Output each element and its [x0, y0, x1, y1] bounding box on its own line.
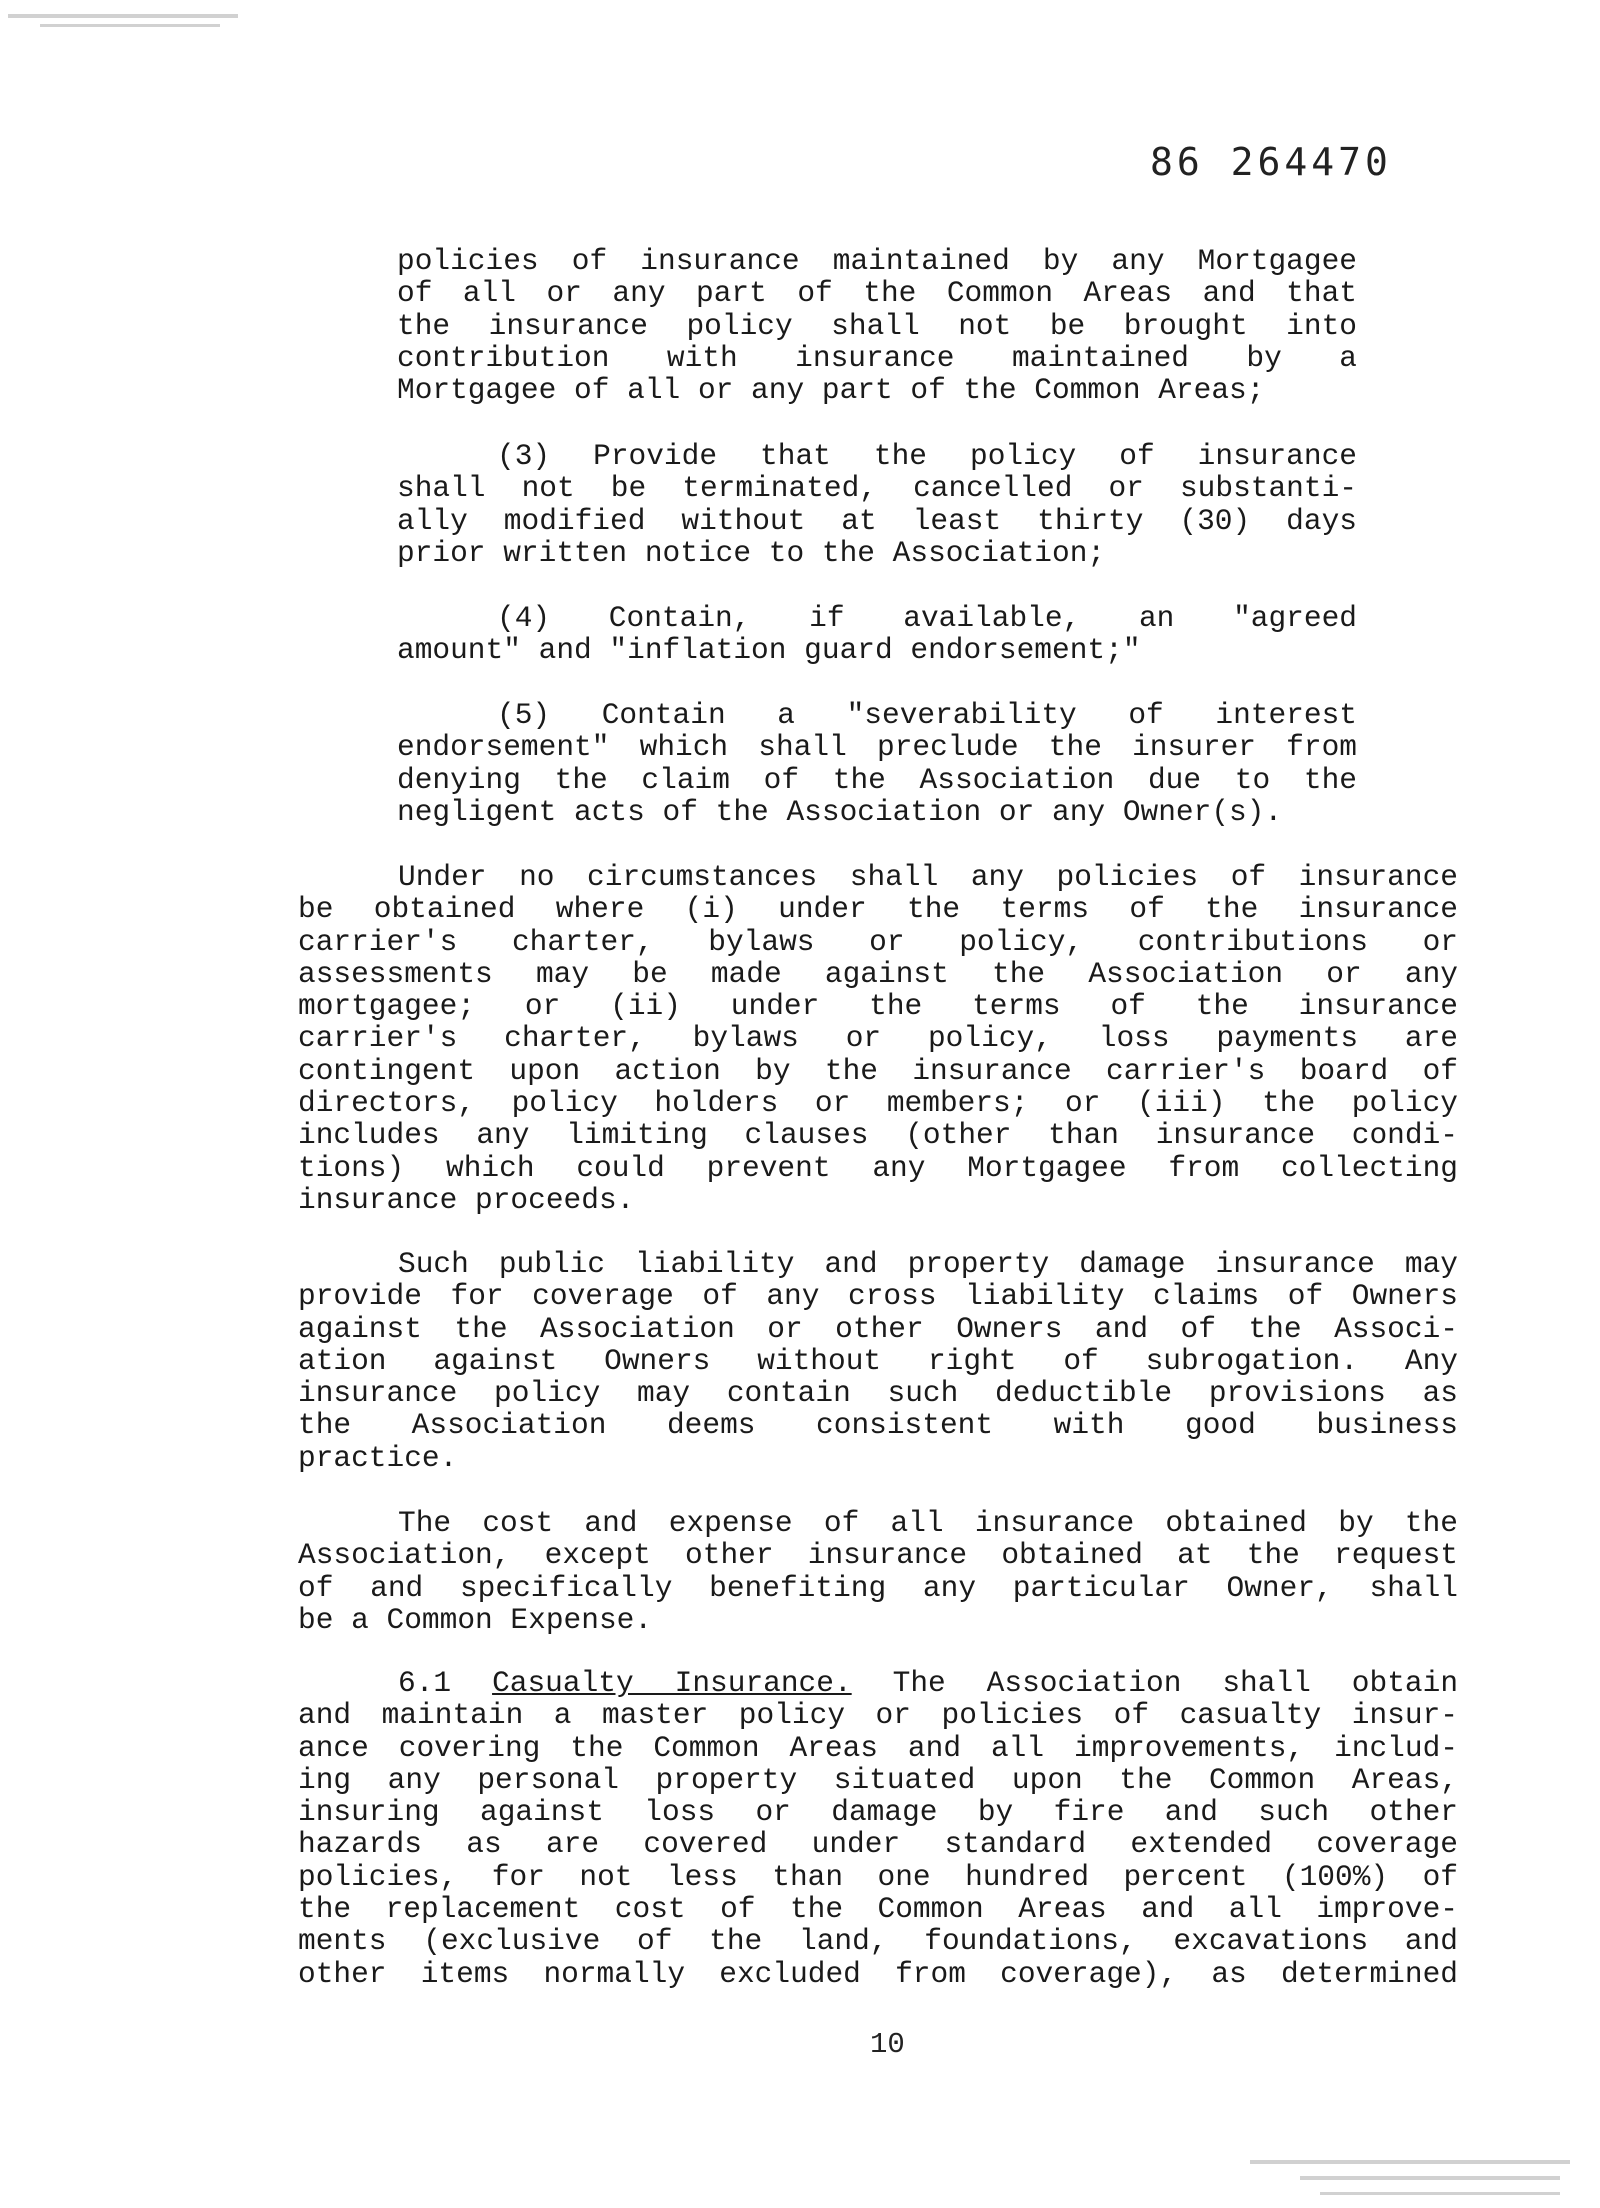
text-line: policies of insurance maintained by any Mortgagee — [397, 244, 1357, 278]
text-line: tions) which could prevent any Mortgagee from collecting — [298, 1150, 1458, 1185]
page-number: 10 — [870, 2028, 905, 2061]
paragraph-item-3 — [397, 440, 1357, 569]
text-line: hazards as are covered under standard extended coverage — [298, 1827, 1458, 1862]
scan-artifact-top-left-2 — [40, 24, 220, 27]
text-line: the insurance policy shall not be brought into — [397, 308, 1357, 343]
text-line: of and specifically benefiting any particular Owner, shall — [298, 1570, 1458, 1605]
section-heading-line — [298, 1667, 1458, 1699]
text-line: the replacement cost of the Common Areas and all improve- — [298, 1892, 1458, 1927]
text-line: of all or any part of the Common Areas and that — [397, 276, 1357, 311]
text-line: (5) Contain a "severability of interest — [497, 698, 1357, 732]
text-line: (4) Contain, if available, an "agreed — [497, 601, 1357, 635]
text-line: insuring against loss or damage by fire and such other — [298, 1795, 1458, 1830]
text-line: insurance policy may contain such deductible provisions as — [298, 1376, 1458, 1411]
text-line: (3) Provide that the policy of insurance — [497, 439, 1357, 473]
scan-artifact-bottom-right-3 — [1320, 2192, 1560, 2195]
section-6-1-casualty-insurance — [298, 1667, 1458, 1990]
text-line: amount" and "inflation guard endorsement;" — [397, 633, 1141, 668]
text-line: practice. — [298, 1440, 458, 1475]
text-line: ing any personal property situated upon the Common Areas, — [298, 1762, 1458, 1797]
document-number: 86 264470 — [1150, 140, 1392, 184]
section-heading: Casualty Insurance. — [492, 1666, 852, 1700]
section-first-line-rest: The Association shall obtain — [892, 1666, 1459, 1700]
text-line: be a Common Expense. — [298, 1602, 653, 1637]
text-line: contribution with insurance maintained by a — [397, 340, 1357, 375]
text-line: prior written notice to the Association; — [397, 535, 1106, 570]
text-line: mortgagee; or (ii) under the terms of the insurance — [298, 989, 1458, 1024]
text-line: policies, for not less than one hundred percent (100%) of — [298, 1859, 1458, 1894]
text-line: against the Association or other Owners and of the Associ- — [298, 1311, 1458, 1346]
paragraph-item-5 — [397, 699, 1357, 828]
text-line: shall not be terminated, cancelled or substanti- — [397, 471, 1357, 506]
scan-artifact-top-left — [8, 14, 238, 18]
scan-artifact-bottom-right-2 — [1300, 2176, 1560, 2180]
text-line: Such public liability and property damage insurance may — [398, 1247, 1458, 1281]
text-line: assessments may be made against the Association or any — [298, 956, 1458, 991]
text-line: provide for coverage of any cross liability claims of Owners — [298, 1279, 1458, 1314]
text-line: Association, except other insurance obtained at the request — [298, 1538, 1458, 1573]
text-line: Mortgagee of all or any part of the Common Areas; — [397, 373, 1265, 408]
section-number: 6.1 — [398, 1666, 452, 1700]
text-line: ance covering the Common Areas and all improvements, includ- — [298, 1730, 1458, 1765]
scan-artifact-bottom-right — [1250, 2160, 1570, 2164]
text-line: negligent acts of the Association or any Owner(s). — [397, 794, 1283, 829]
text-line: Under no circumstances shall any policies of insurance — [398, 860, 1458, 894]
text-line: ally modified without at least thirty (30) days — [397, 503, 1357, 538]
paragraph-policies-continuation — [397, 245, 1357, 406]
text-line: insurance proceeds. — [298, 1182, 635, 1217]
paragraph-item-4 — [397, 602, 1357, 667]
text-line: denying the claim of the Association due to the — [397, 762, 1357, 797]
paragraph-cost-and-expense — [298, 1507, 1458, 1636]
text-line: contingent upon action by the insurance carrier's board of — [298, 1053, 1458, 1088]
text-line: carrier's charter, bylaws or policy, contributions or — [298, 924, 1458, 959]
text-line: and maintain a master policy or policies of casualty insur- — [298, 1698, 1458, 1733]
text-line: The cost and expense of all insurance obtained by the — [398, 1506, 1458, 1540]
paragraph-public-liability — [298, 1248, 1458, 1474]
text-line: other items normally excluded from coverage), as determined — [298, 1956, 1458, 1991]
text-line: the Association deems consistent with good business — [298, 1408, 1458, 1443]
text-line: be obtained where (i) under the terms of the insurance — [298, 892, 1458, 927]
text-line: directors, policy holders or members; or (iii) the policy — [298, 1086, 1458, 1121]
text-line: endorsement" which shall preclude the insurer from — [397, 730, 1357, 765]
text-line: includes any limiting clauses (other than insurance condi- — [298, 1118, 1458, 1153]
paragraph-under-no-circumstances — [298, 861, 1458, 1216]
text-line: ation against Owners without right of subrogation. Any — [298, 1343, 1458, 1378]
text-line: ments (exclusive of the land, foundations, excavations and — [298, 1924, 1458, 1959]
text-line: carrier's charter, bylaws or policy, loss payments are — [298, 1021, 1458, 1056]
